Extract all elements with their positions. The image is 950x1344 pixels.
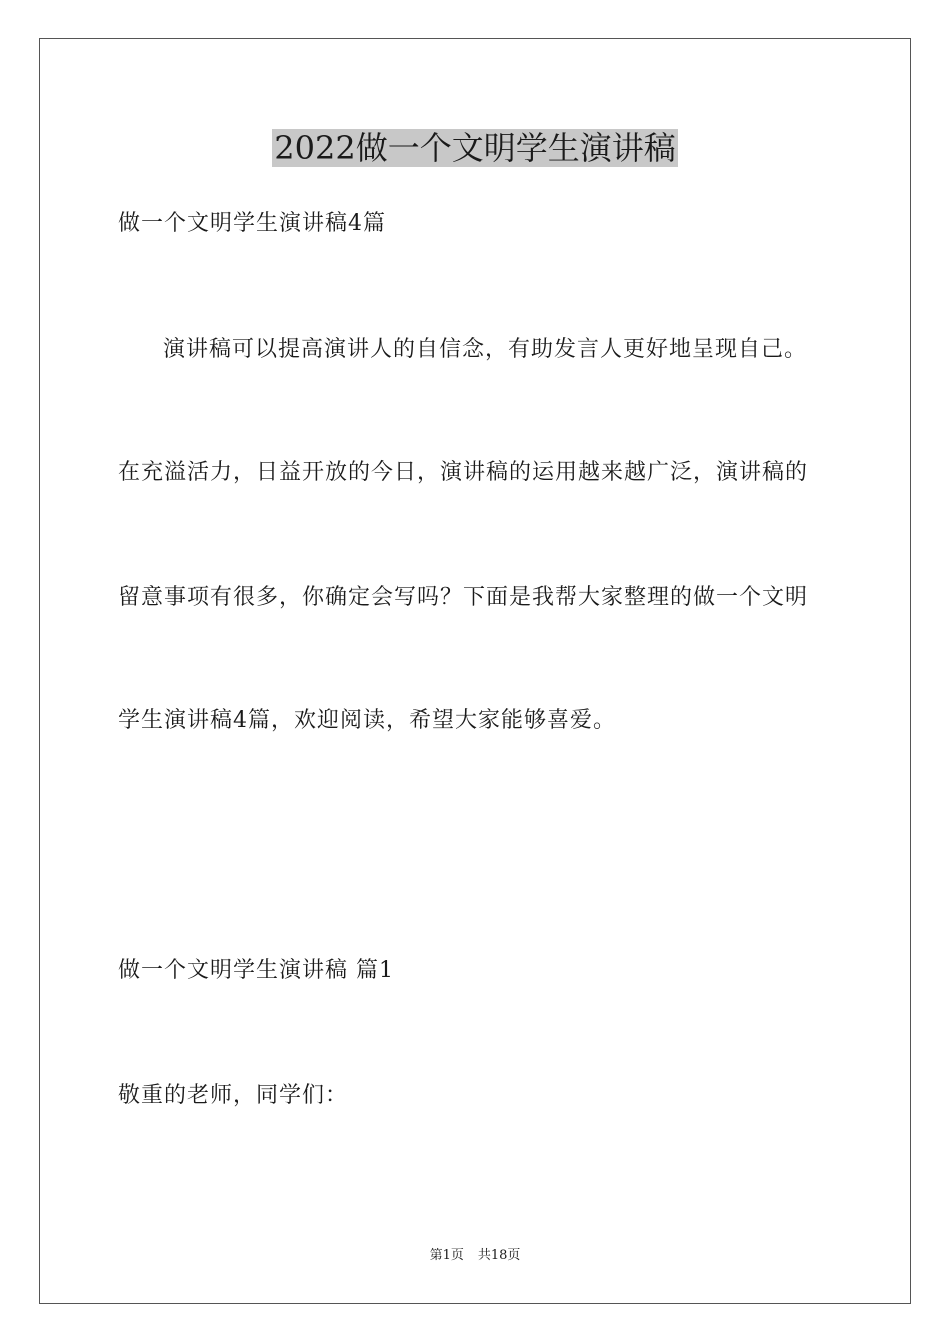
document-title-text: 2022做一个文明学生演讲稿 <box>274 129 676 167</box>
document-title <box>0 128 950 168</box>
intro-line-3: 留意事项有很多，你确定会写吗？下面是我帮大家整理的做一个文明 <box>118 585 809 610</box>
page-number: 第1页 <box>429 1248 464 1263</box>
total-pages: 共18页 <box>477 1248 521 1263</box>
section-heading: 做一个文明学生演讲稿 篇1 <box>118 958 394 983</box>
document-subtitle: 做一个文明学生演讲稿4篇 <box>118 211 386 236</box>
page-footer <box>0 1246 950 1266</box>
intro-line-2: 在充溢活力，日益开放的今日，演讲稿的运用越来越广泛，演讲稿的 <box>118 460 809 485</box>
intro-line-4: 学生演讲稿4篇，欢迎阅读，希望大家能够喜爱。 <box>118 708 616 733</box>
salutation: 敬重的老师，同学们： <box>118 1083 349 1108</box>
intro-line-1: 演讲稿可以提高演讲人的自信念，有助发言人更好地呈现自己。 <box>163 337 808 362</box>
